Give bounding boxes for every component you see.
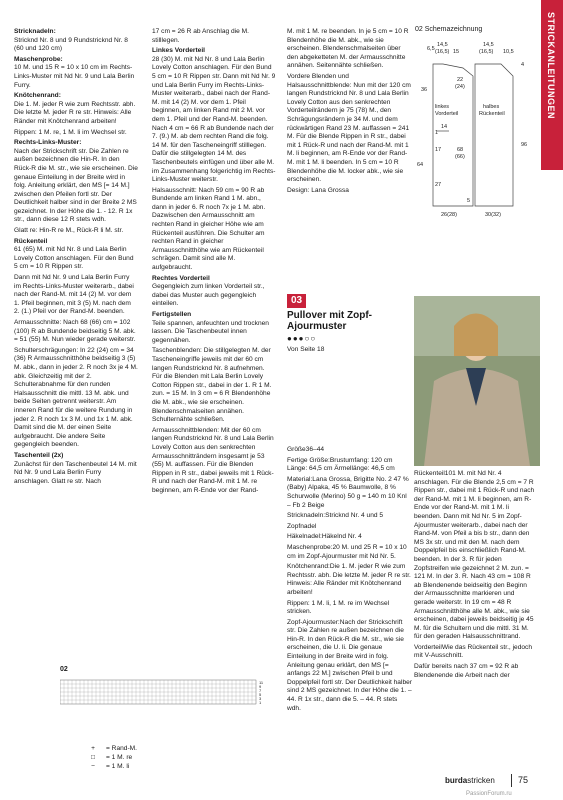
schema-label: 30(32) bbox=[485, 212, 501, 218]
pattern-chart bbox=[60, 674, 280, 714]
pattern-row-number: 5 bbox=[259, 692, 262, 697]
paragraph-heading: Zopfnadel bbox=[287, 522, 317, 530]
schema-label: (24) bbox=[455, 84, 465, 90]
pattern-row-number: 7 bbox=[259, 688, 262, 693]
paragraph-heading: Maschenprobe: bbox=[14, 55, 63, 63]
paragraph-text: Halsausschnitt: Nach 59 cm = 90 R ab Bundende am linken Rand 1 M. abn., dann in jeder 6. R noch 7x je 1 M. abn. Dazwischen den Armausschnitt am rechten Rand in gleicher Höhe wie am Rückenteil ausführen. Die Schulter am rechten Rand in gleicher Armausschnitthöhe wie am Rückenteil schrägen. Damit sind alle M. aufgebraucht. bbox=[152, 186, 266, 272]
paragraph-heading: Linkes Vorderteil bbox=[152, 47, 206, 55]
paragraph-heading: Material: bbox=[287, 475, 313, 483]
pattern-row-number: 9 bbox=[259, 684, 262, 689]
paragraph bbox=[152, 47, 276, 185]
paragraph bbox=[14, 56, 138, 90]
paragraph bbox=[287, 600, 412, 617]
section-tab-label: STRICKANLEITUNGEN bbox=[546, 12, 556, 119]
paragraph bbox=[14, 347, 138, 450]
paragraph-heading: Fertige Größe: bbox=[287, 456, 330, 464]
paragraph-text: Rippen: 1 M. li, 1 M. re im Wechsel stricken. bbox=[287, 599, 390, 616]
paragraph bbox=[152, 275, 276, 309]
paragraph-heading: Rechtes Vorderteil bbox=[152, 274, 210, 282]
schema-label: 14,5 bbox=[483, 42, 494, 48]
paragraph bbox=[152, 187, 276, 273]
paragraph bbox=[14, 274, 138, 317]
schema-label: 10,5 bbox=[503, 49, 514, 55]
column-3 bbox=[287, 28, 412, 197]
schema-label: 6,5 bbox=[427, 46, 435, 52]
paragraph-text: Die 1. M. jeder R wie zum Rechtsstr. abh. Die letzte M. jeder R re str. Hinweis: Alle Ränder mit Knötchenrand arbeiten! bbox=[14, 100, 136, 125]
paragraph bbox=[287, 446, 412, 455]
schema-title: 02 Schemazeichnung bbox=[415, 26, 483, 33]
paragraph-text: Nach der Strickschrift str. Die Zahlen re außen bezeichnen die Hin-R. In den Rück-R die M. str., wie sie erscheinen. Die genaue Einteilung in der Breite wird in folg. Anleitung erklärt, den MS [= 14 M.] zwischen den Pfeilen fortl str. Der Deutlichkeit halber sind in der Breite 2 MS gezeichnet. In der Höhe die 1. - 12. R 1x str., dann diese 12 R stets wdh. bbox=[14, 147, 138, 224]
paragraph-text: 10 M. und 15 R = 10 x 10 cm im Rechts-Links-Muster mit Nd Nr. 9 und Lala Berlin Furry. bbox=[14, 64, 135, 89]
paragraph-text: Armausschnitte: Nach 68 (66) cm = 102 (100) R ab Bundende beidseitig 5 M. abk. = 51 (55) M. Nun wieder gerade weiterstr. bbox=[14, 319, 136, 344]
paragraph-text: 101 M. mit Nd Nr. 4 anschlagen. Für die Blende 2,5 cm = 7 R Rippen str., dabei mit 1 Rück-R und nach der Rand-M. mit 1 M. li beginnen, am R-Ende vor der Rand-M. mit 1 M. li beenden. Dann mit Nd Nr. 5 im Zopf-Ajourmuster weiterarb., dabei nach der Rand-M. von Pfeil a bis b str., dann den MS 3x str. und mit den M. nach dem Doppelpfeil bis einschließlich Rand-M. beenden. In der 3. R für jeden Zopfstreifen wie gezeichnet 2 M. zun. = 121 M. In der 3. R. Nach 43 cm = 108 R ab Blendenende beidseitig den Beginn der Armausschnitte markieren und gerade weiterstr. In 19 cm = 48 R Armausschnitthöhe alle M. abk., wie sie erscheinen, dabei jeweils beidseitig je 45 M. für die Schultern und die mittl. 31 M. für den geraden Halsausschnittrand. bbox=[414, 470, 535, 641]
project-number: 03 bbox=[287, 294, 306, 308]
paragraph bbox=[287, 73, 412, 185]
paragraph-heading: Rückenteil bbox=[414, 470, 445, 477]
project-title: Pullover mit Zopf-Ajourmuster bbox=[287, 310, 372, 332]
legend-entry bbox=[88, 744, 137, 753]
paragraph bbox=[287, 457, 412, 474]
paragraph-heading: Taschenteil (2x) bbox=[14, 451, 64, 459]
paragraph-text: Stricknd Nr. 4 und 5 bbox=[325, 512, 384, 520]
paragraph bbox=[414, 644, 536, 661]
paragraph-text: Rippen: 1 M. re, 1 M. li im Wechsel str. bbox=[14, 128, 127, 136]
pattern-label: 02 bbox=[60, 666, 68, 673]
paragraph-text: Gegengleich zum linken Vorderteil str., dabei das Muster auch gegengleich einteilen. bbox=[152, 283, 265, 308]
paragraph-text: Nach der Strickschrift str. Die Zahlen re außen bezeichnen die Hin-R. In den Rück-R die M. str., wie sie erscheinen, die U. li. Die genaue Einteilung in der Breite wird in folg. Anleitung genau erklärt, den MS [= anfangs 22 M.] zwischen Pfeil b und Doppelpfeil fortl str. Der Deutlichkeit halber sind 2 MS gezeichnet. In der Höhe die 1. – 44. R 1x str., dann die 5. – 44. R stets wdh. bbox=[287, 618, 412, 712]
column-4 bbox=[414, 470, 536, 682]
column-2 bbox=[152, 28, 276, 497]
paragraph-text: Zunächst für den Taschenbeutel 14 M. mit Nd Nr. 9 und Lala Berlin Furry anschlagen. Glatt re str. Nach bbox=[14, 460, 137, 485]
schema-label: 26(28) bbox=[441, 212, 457, 218]
paragraph-heading: Knötchenrand: bbox=[14, 92, 61, 100]
page-reference: Von Seite 18 bbox=[287, 346, 325, 353]
paragraph bbox=[14, 319, 138, 345]
paragraph-text: Design: Lana Grossa bbox=[287, 186, 349, 194]
schema-label: (16,5) bbox=[435, 49, 450, 55]
footer-separator bbox=[511, 774, 512, 787]
paragraph bbox=[152, 28, 276, 45]
legend bbox=[88, 744, 137, 771]
paragraph-text: Dafür bereits nach 37 cm = 92 R ab Blendenende die Arbeit nach der bbox=[414, 663, 519, 679]
paragraph bbox=[152, 347, 276, 424]
schema-label: 36 bbox=[421, 87, 428, 93]
paragraph-text: 20 M. und 25 R = 10 x 10 cm im Zopf-Ajourmuster mit Nd Nr. 5. bbox=[287, 543, 407, 560]
paragraph-heading: Rückenteil bbox=[14, 237, 48, 245]
paragraph bbox=[14, 238, 138, 272]
schema-label: halbes bbox=[483, 104, 500, 110]
legend-symbol: □ bbox=[91, 754, 95, 761]
paragraph bbox=[287, 476, 412, 510]
paragraph-text: Taschenblenden: Die stillgelegten M. der Tascheneingriffe jeweils mit der 60 cm langen Rundstricknd Nr. 8 aufnehmen. Für die Blenden mit Lala Berlin Lovely Cotton Rippen str., dabei in der 1. R 1 M. zun. = 15 M. In 3 cm = 6 R Blendenhöhe die M. abk., wie sie erscheinen. Blendenschmalseiten annähen. Schulternähte schließen. bbox=[152, 347, 272, 424]
paragraph-text: Brustumfang: 120 cm Länge: 64,5 cm Ärmellänge: 46,5 cm bbox=[287, 456, 395, 473]
paragraph bbox=[414, 663, 536, 680]
paragraph bbox=[152, 427, 276, 496]
paragraph bbox=[152, 311, 276, 345]
paragraph-text: 28 (30) M. mit Nd Nr. 8 und Lala Berlin Lovely Cotton anschlagen. Für den Bund 5 cm = 10 R Rippen str. Dann mit Nd Nr. 9 und Lala Berlin Furry im Rechts-Links-Muster weiterarb., dabei nach der Rand-M. mit 14 (2) M. vor dem 1. Pfeil beginnen, am linken Rand mit 2 M. vor dem 1. Pfeil und der Rand-M. beenden. Nach 4 cm = 66 R ab Bundende nach der 7. (9.) M. ab dem rechten Rand die folg. 14 M. für den Taschеneingriff stilllegen. Dafür die stillgelegten 14 M. des Taschenbeutels einfügen und über alle M. im Zusammenhang folgerichtig im Rechts-Links-Muster weiterstr. bbox=[152, 55, 276, 184]
paragraph bbox=[14, 28, 138, 54]
watermark: PassionForum.ru bbox=[466, 791, 512, 797]
paragraph bbox=[14, 129, 138, 138]
legend-entry bbox=[88, 762, 137, 771]
pattern-row-number: 3 bbox=[259, 696, 262, 701]
schema-label: 5 bbox=[467, 198, 471, 204]
paragraph-heading: Rechts-Links-Muster: bbox=[14, 139, 82, 147]
pullover-photo bbox=[414, 296, 540, 466]
column-3-lower bbox=[287, 446, 412, 715]
schema-label: 14,5 bbox=[437, 42, 448, 48]
legend-text: = 1 M. li bbox=[106, 763, 130, 770]
paragraph bbox=[287, 619, 412, 714]
paragraph-text: Teile spannen, anfeuchten und trocknen lassen. Die Taschenbeutel innen gegennähen. bbox=[152, 319, 269, 344]
paragraph-text: Stricknd Nr. 8 und 9 Rundstricknd Nr. 8 (60 und 120 cm) bbox=[14, 36, 128, 53]
schema-label: 27 bbox=[435, 182, 442, 188]
schema-label: 4 bbox=[521, 62, 525, 68]
pattern-row-number: 11 bbox=[259, 680, 264, 685]
difficulty-rating: ●●●○○ bbox=[287, 334, 317, 343]
paragraph bbox=[14, 139, 138, 225]
legend-text: = 1 M. re bbox=[106, 754, 133, 761]
paragraph-heading: Vorderteil bbox=[414, 643, 442, 651]
paragraph bbox=[14, 452, 138, 486]
schema-label: 96 bbox=[521, 142, 528, 148]
schema-label: 64 bbox=[417, 162, 424, 168]
paragraph bbox=[287, 533, 412, 542]
paragraph bbox=[287, 544, 412, 561]
paragraph-heading: Maschenprobe: bbox=[287, 543, 333, 551]
paragraph-text: 17 cm = 26 R ab Anschlag die M. stilllegen. bbox=[152, 28, 249, 44]
paragraph-text: 61 (65) M. mit Nd Nr. 8 und Lala Berlin Lovely Cotton anschlagen. Für den Bund 5 cm = 10 R Rippen str. bbox=[14, 246, 134, 271]
schema-drawing bbox=[413, 36, 533, 226]
paragraph-heading: Größe bbox=[287, 446, 306, 453]
schema-label: (66) bbox=[455, 154, 465, 160]
legend-entry bbox=[88, 753, 137, 762]
paragraph bbox=[287, 563, 412, 597]
schema-label: 17 bbox=[435, 147, 442, 153]
schema-label: 22 bbox=[457, 77, 464, 83]
column-1 bbox=[14, 28, 138, 488]
legend-text: = Rand-M. bbox=[106, 745, 137, 752]
magazine-brand: burdastricken bbox=[445, 776, 495, 785]
paragraph-heading: Fertigstellen bbox=[152, 311, 192, 318]
paragraph bbox=[287, 28, 412, 71]
paragraph-heading: Zopf-Ajourmuster: bbox=[287, 618, 340, 626]
schema-label: 1 bbox=[435, 130, 439, 136]
paragraph-heading: Knötchenrand: bbox=[287, 563, 330, 571]
paragraph-text: Vordere Blenden und Halsausschnittblende: Nun mit der 120 cm langen Rundstricknd Nr. 8 und Lala Berlin Lovely Cotton aus den senkrechten Vorderteilrändern je 75 (78) M., den Schrägungsrändern je 34 M. und dem rückwärtigen Rand 23 M. auffassen = 241 M. Für die Blende Rippen in R str., dabei mit 1 Rück-R und nach der Rand-M. mit 1 M. li beginnen, am R-Ende vor der Rand-M. mit 1 M. li beenden. In 5 cm = 10 R Blendenhöhe die M. locker abk., wie sie erscheinen. bbox=[287, 72, 411, 184]
schema-label: 14 bbox=[441, 124, 448, 130]
paragraph-text: M. mit 1 M. re beenden. In je 5 cm = 10 R Blendenhöhe die M. abk., wie sie erscheinen. Blendenschmalseiten über den abgeketteten M. der Armausschnitte annähen. Seitennähte schließen. bbox=[287, 28, 409, 70]
legend-symbol: − bbox=[91, 763, 95, 770]
section-tab bbox=[541, 0, 563, 170]
pattern-row-number: 1 bbox=[259, 700, 262, 705]
paragraph-text: Die 1. M. jeder R wie zum Rechtsstr. abh. Die letzte M. jeder R re str. Hinweis: Alle Ränder mit Knötchenrand arbeiten! bbox=[287, 563, 411, 596]
schema-label: Rückenteil bbox=[479, 111, 505, 117]
paragraph bbox=[14, 227, 138, 236]
paragraph bbox=[287, 187, 412, 196]
paragraph-heading: Stricknadeln: bbox=[287, 512, 326, 520]
paragraph bbox=[287, 523, 412, 532]
schema-label: (16,5) bbox=[479, 49, 494, 55]
paragraph-text: Glatt re: Hin-R re M., Rück-R li M. str. bbox=[14, 227, 124, 235]
schema-label: 15 bbox=[453, 49, 460, 55]
paragraph-text: Lana Grossa, Brigitte No. 2 47 % (Baby) Alpaka, 45 % Baumwolle, 8 % Schurwolle (Merino) 50 g = 140 m 10 Knl – Fb 2 Beige bbox=[287, 475, 409, 509]
paragraph-text: Armausschnittblenden: Mit der 60 cm langen Rundstricknd Nr. 8 und Lala Berlin Lovely Cotton aus den senkrechten Armausschnitträndern insgesamt je 53 (55) M. auffassen. Für die Blenden Rippen in R str., dabei jeweils mit 1 Rück-R und nach der Rand-M. mit 1 M. re beginnen, am R-Ende vor der Rand- bbox=[152, 426, 274, 494]
paragraph-text: Dann mit Nd Nr. 9 und Lala Berlin Furry im Rechts-Links-Muster weiterarb., dabei nach der Rand-M. mit 14 (2) M. vor dem 1. Pfeil beginnen, mit 3 (5) M. nach dem 2. (1.) Pfeil vor der Rand-M. beenden. bbox=[14, 274, 134, 316]
paragraph-heading: Stricknadeln: bbox=[14, 28, 56, 35]
paragraph bbox=[14, 92, 138, 126]
paragraph-heading: Häkelnadel: bbox=[287, 533, 322, 541]
paragraph-text: Schulterschrägungen: In 22 (24) cm = 34 (36) R Armausschnitthöhe beidseitig 3 (5) M. abk., dann in jeder 2. R noch 3x je 4 M. abk. Gleichzeitig mit der 2. Schulterabnahme für den runden Halsausschnitt die mittl. 13 M. abk. und beide Seiten getrennt weiterstr. Am inneren Rand für die weitere Rundung in jeder 2. R noch 1x 3 M. und 1x 1 M. abk. Damit sind die M. der einen Seite aufgebraucht. Die andere Seite gegengleich beenden. bbox=[14, 346, 138, 449]
schema-label: Vorderteil bbox=[435, 111, 459, 117]
schema-label: linkes bbox=[435, 104, 450, 110]
paragraph-text: Wie das Rückenteil str., jedoch mit V-Ausschnitt. bbox=[414, 643, 533, 660]
paragraph bbox=[287, 512, 412, 521]
legend-symbol: + bbox=[91, 745, 95, 752]
page-number: 75 bbox=[518, 775, 529, 785]
schema-label: 68 bbox=[457, 147, 464, 153]
paragraph-text: 36–44 bbox=[305, 446, 325, 453]
paragraph bbox=[414, 470, 536, 642]
paragraph-text: Häkelnd Nr. 4 bbox=[321, 533, 362, 541]
